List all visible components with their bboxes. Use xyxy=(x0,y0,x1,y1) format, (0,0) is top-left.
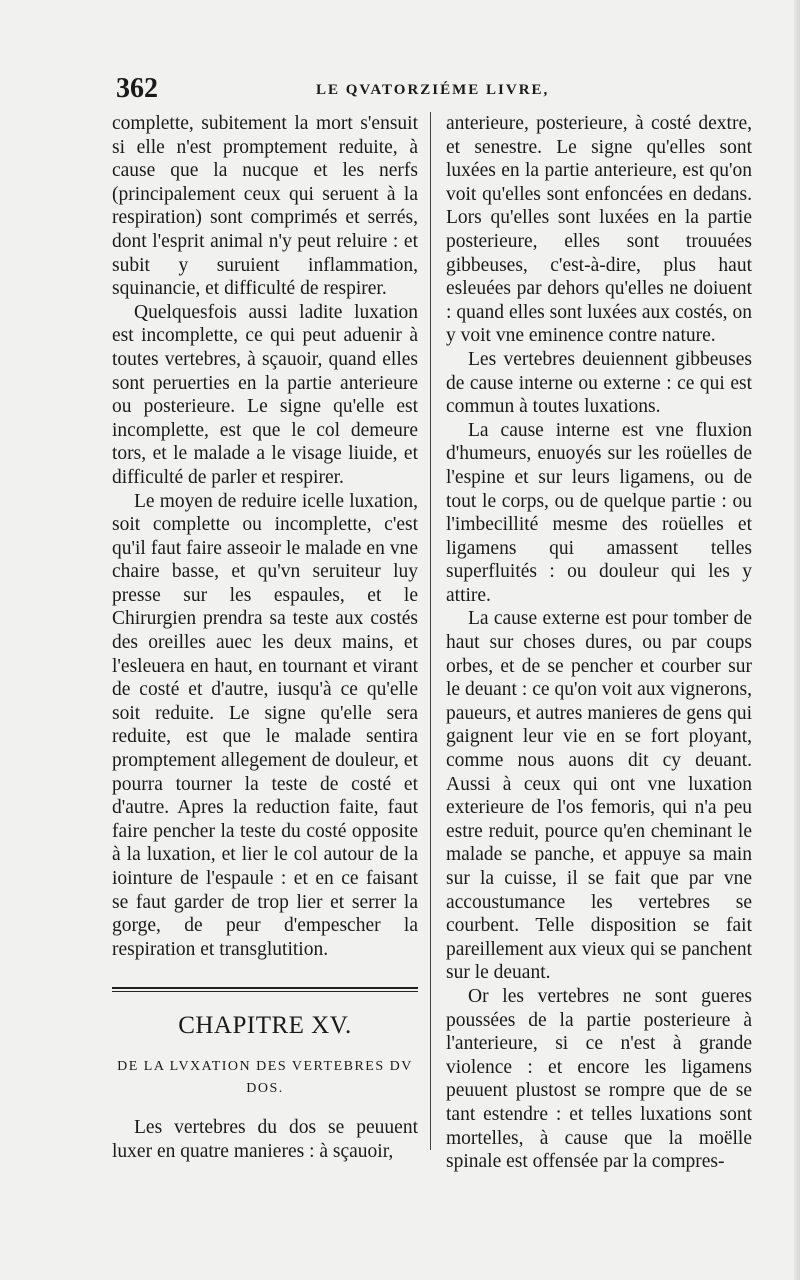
chapter-divider xyxy=(112,987,418,992)
chapter-title: CHAPITRE XV. xyxy=(178,1012,352,1040)
paragraph: La cause interne est vne fluxion d'humeurs, enuoyés sur les roüelles de l'espine et sur leurs ligamens, ou de tout le corps, ou de quelque partie : ou l'imbecillité mesme des roüelles et ligamens qui amassent telles superfluités : ou douleur qui les y attire. xyxy=(446,419,752,606)
column-divider xyxy=(430,112,431,1150)
running-title: LE QVATORZIÉME LIVRE, xyxy=(316,82,550,98)
right-column xyxy=(446,112,752,1174)
page-edge xyxy=(794,0,800,1280)
paragraph: Les vertebres deuiennent gibbeuses de cause interne ou externe : ce qui est commun à toutes luxations. xyxy=(446,348,752,418)
paragraph: Or les vertebres ne sont gueres poussées de la partie posterieure à l'anterieure, si ce n'est à grande violence : et encore les ligamens peuuent plustost se rompre que de se tant estendre : et telles luxations sont mortelles, à cause que la moëlle spinale est offensée par la compres- xyxy=(446,985,752,1173)
page-number: 362 xyxy=(116,73,158,104)
paragraph: La cause externe est pour tomber de haut sur choses dures, ou par coups orbes, et de se pencher et courber sur le deuant : ce qu'on voit aux vignerons, paueurs, et autres manieres de gens qui gaignent leur vie en se fort ployant, comme nous auons dit cy deuant. Aussi à ceux qui ont vne luxation exterieure de l'os femoris, qui n'a peu estre reduit, pource qu'en cheminant le malade se panche, et appuye sa main sur la cuisse, il se fait que par vne accoustumance les vertebres se courbent. Telle disposition se fait pareillement aux vieux qui se panchent sur le deuant. xyxy=(446,608,752,984)
left-column xyxy=(112,112,418,1164)
paragraph: complette, subitement la mort s'ensuit si elle n'est promptement reduite, à cause que la nucque et les nerfs (principalement ceux qui seruent à la respiration) sont comprimés et serrés, dont l'esprit animal n'y peut reluire : et subit y suruient inflammation, squinancie, et difficulté de respirer. xyxy=(112,113,418,300)
paragraph: anterieure, posterieure, à costé dextre, et senestre. Le signe qu'elles sont luxées en la partie anterieure, est qu'on voit qu'elles sont enfoncées en dedans. Lors qu'elles sont luxées en la partie posterieure, elles sont trouuées gibbeuses, c'est-à-dire, plus haut esleuées par dehors qu'elles ne doiuent : quand elles sont luxées aux costés, on y voit vne eminence contre nature. xyxy=(446,113,752,347)
paragraph: Le moyen de reduire icelle luxation, soit complette ou incomplette, c'est qu'il faut faire asseoir le malade en vne chaire basse, et qu'vn seruiteur luy presse sur les espaules, et le Chirurgien prendra sa teste aux costés des oreilles auec les deux mains, et l'esleuera en haut, en tournant et virant de costé et d'autre, iusqu'à ce qu'elle soit reduite. Le signe qu'elle sera reduite, est que le malade sentira promptement allegement de douleur, et pourra tourner la teste de costé et d'autre. Apres la reduction faite, faut faire pencher la teste du costé opposite à la luxation, et lier le col autour de la iointure de l'espaule : et en ce faisant se faut garder de trop lier et serrer la gorge, de peur d'empescher la respiration et transglutition. xyxy=(112,490,418,960)
chapter-subtitle: DE LA LVXATION DES VERTEBRES DV DOS. xyxy=(117,1059,413,1097)
paragraph: Quelquesfois aussi ladite luxation est incomplette, ce qui peut aduenir à toutes vertebres, à sçauoir, quand elles sont peruerties en la partie anterieure ou posterieure. Le signe qu'elle est incomplette, est que le col demeure tors, et le malade a le visage liuide, et difficulté de parler et respirer. xyxy=(112,301,418,488)
paragraph: Les vertebres du dos se peuuent luxer en quatre manieres : à sçauoir, xyxy=(112,1117,418,1162)
running-head xyxy=(116,72,756,108)
